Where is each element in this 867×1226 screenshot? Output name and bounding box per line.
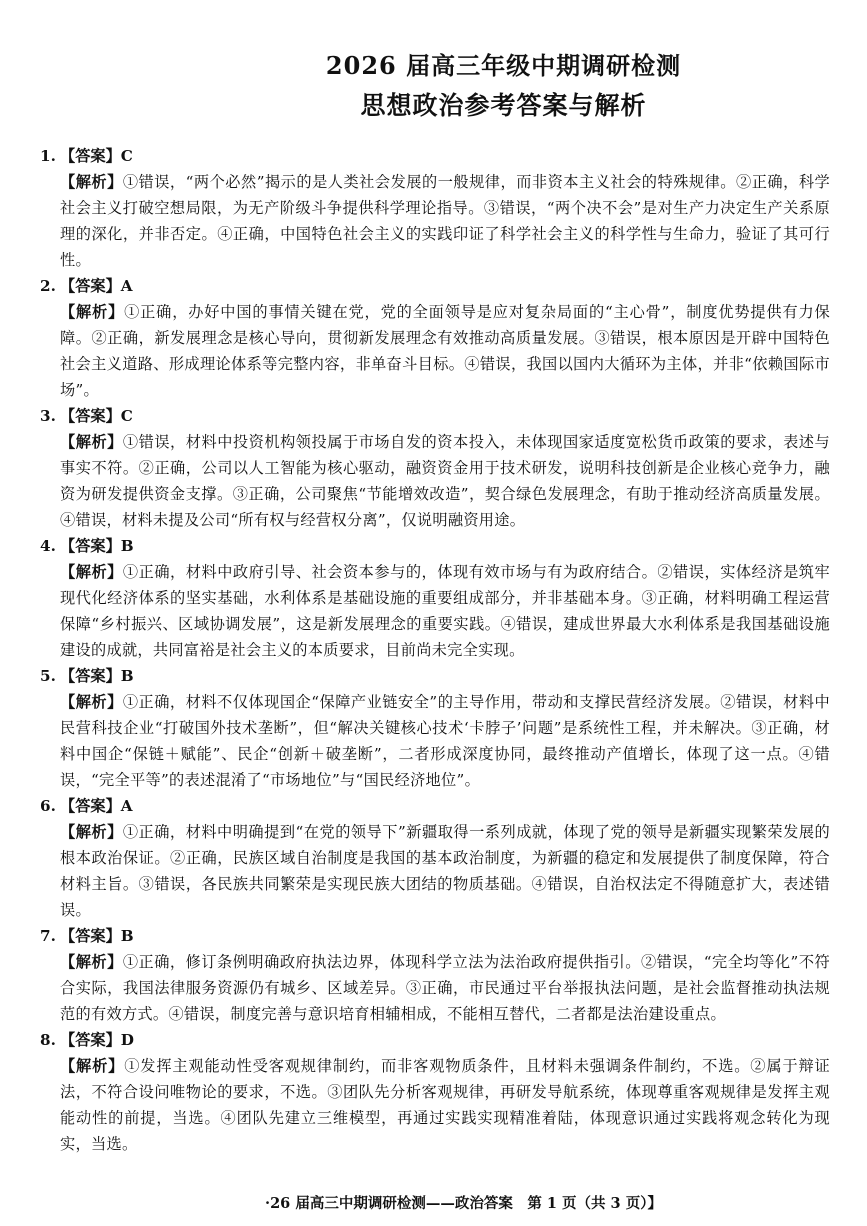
- document-title: 2026 届高三年级中期调研检测: [325, 51, 682, 80]
- explanation-text: ①错误，材料中投资机构领投属于市场自发的资本投入，未体现国家适度宽松货币政策的要求，表述与事实不符。②正确，公司以人工智能为核心驱动，融资资金用于技术研发，说明科技创新是企业核心竞争力，融资为研发提供资金支撑。③正确，公司聚焦“节能增效改造”，契合绿色发展理念，有助于推动经济高质量发展。④错误，材料未提及公司“所有权与经营权分离”，仅说明融资用途。: [60, 433, 831, 529]
- explanation-label: 【解析】: [60, 953, 123, 971]
- answer-line: [40, 403, 830, 429]
- answer-value: A: [120, 797, 133, 815]
- answer-value: D: [120, 1031, 134, 1049]
- answer-value: C: [120, 147, 133, 165]
- explanation-label: 【解析】: [60, 823, 123, 841]
- question-item-5: [40, 663, 830, 793]
- answer-label: 【答案】: [60, 277, 121, 295]
- explanation-text: ①正确，修订条例明确政府执法边界，体现科学立法为法治政府提供指引。②错误，“完全均等化”不符合实际，我国法律服务资源仍有城乡、区域差异。③正确，市民通过平台举报执法问题，是社会监督推动执法规范的有效方式。④错误，制度完善与意识培育相辅相成，不能相互替代，二者都是法治建设重点。: [60, 953, 831, 1023]
- explanation: [40, 949, 830, 1027]
- answer-label: 【答案】: [60, 797, 121, 815]
- answer-value: C: [120, 407, 133, 425]
- question-number: 8.: [40, 1031, 56, 1049]
- answer-line: [40, 273, 830, 299]
- explanation: [40, 819, 830, 923]
- explanation-label: 【解析】: [60, 433, 123, 451]
- answer-line: [40, 923, 830, 949]
- explanation-text: ①发挥主观能动性受客观规律制约，而非客观物质条件，且材料未强调条件制约，不选。②属于辩证法，不符合设问唯物论的要求，不选。③团队先分析客观规律，再研发导航系统，体现尊重客观规律是发挥主观能动性的前提，当选。④团队先建立三维模型，再通过实践实现精准着陆，体现意识通过实践将观念转化为现实，当选。: [60, 1057, 830, 1153]
- question-number: 2.: [40, 277, 56, 295]
- answer-label: 【答案】: [60, 667, 121, 685]
- question-item-4: [40, 533, 830, 663]
- question-number: 1.: [40, 147, 56, 165]
- answer-label: 【答案】: [60, 927, 121, 945]
- explanation-label: 【解析】: [60, 693, 123, 711]
- answer-line: [40, 143, 830, 169]
- explanation-text: ①错误，“两个必然”揭示的是人类社会发展的一般规律，而非资本主义社会的特殊规律。②正确，科学社会主义打破空想局限，为无产阶级斗争提供科学理论指导。③错误，“两个决不会”是对生产力决定生产关系原理的深化，并非否定。④正确，中国特色社会主义的实践印证了科学社会主义的科学性与生命力，验证了其可行性。: [60, 173, 831, 269]
- answer-line: [40, 533, 830, 559]
- explanation: [40, 689, 830, 793]
- explanation: [40, 1053, 830, 1157]
- answer-value: A: [120, 277, 133, 295]
- answer-line: [40, 1027, 830, 1053]
- explanation-text: ①正确，材料中政府引导、社会资本参与的，体现有效市场与有为政府结合。②错误，实体经济是筑牢现代化经济体系的坚实基础，水利体系是基础设施的重要组成部分，并非基础本身。③正确，材料明确工程运营保障“乡村振兴、区域协调发展”，这是新发展理念的重要实践。④错误，建成世界最大水利体系是我国基础设施建设的成就，共同富裕是社会主义的本质要求，目前尚未完全实现。: [60, 563, 831, 659]
- explanation-text: ①正确，材料不仅体现国企“保障产业链安全”的主导作用，带动和支撑民营经济发展。②错误，材料中民营科技企业“打破国外技术垄断”，但“解决关键核心技术‘卡脖子’问题”是系统性工程，并未解决。③正确，材料中国企“保链＋赋能”、民企“创新＋破垄断”，二者形成深度协同，最终推动产值增长，体现了这一点。④错误，“完全平等”的表述混淆了“市场地位”与“国民经济地位”。: [60, 693, 831, 789]
- question-number: 4.: [40, 537, 56, 555]
- question-item-6: [40, 793, 830, 923]
- explanation: [40, 169, 830, 273]
- answer-label: 【答案】: [60, 147, 121, 165]
- answer-line: [40, 793, 830, 819]
- answer-label: 【答案】: [60, 1031, 121, 1049]
- question-item-3: [40, 403, 830, 533]
- page-footer: ·26 届高三中期调研检测——政治答案 第 1 页（共 3 页）】: [265, 1195, 662, 1212]
- answer-line: [40, 663, 830, 689]
- question-number: 7.: [40, 927, 56, 945]
- explanation-text: ①正确，办好中国的事情关键在党，党的全面领导是应对复杂局面的“主心骨”，制度优势提供有力保障。②正确，新发展理念是核心导向，贯彻新发展理念有效推动高质量发展。③错误，根本原因是开辟中国特色社会主义道路、形成理论体系等完整内容，非单奋斗目标。④错误，我国以国内大循环为主体，并非“依赖国际市场”。: [60, 303, 831, 399]
- explanation-label: 【解析】: [60, 303, 125, 321]
- explanation-text: ①正确，材料中明确提到“在党的领导下”新疆取得一系列成就，体现了党的领导是新疆实现繁荣发展的根本政治保证。②正确，民族区域自治制度是我国的基本政治制度，为新疆的稳定和发展提供了制度保障，符合材料主旨。③错误，各民族共同繁荣是实现民族大团结的物质基础。④错误，自治权法定不得随意扩大，表述错误。: [60, 823, 831, 919]
- question-number: 3.: [40, 407, 56, 425]
- question-item-8: [40, 1027, 830, 1157]
- question-item-1: [40, 143, 830, 273]
- answer-value: B: [120, 537, 134, 555]
- answer-value: B: [120, 927, 134, 945]
- explanation: [40, 299, 830, 403]
- question-number: 5.: [40, 667, 56, 685]
- explanation: [40, 429, 830, 533]
- answer-value: B: [120, 667, 134, 685]
- question-item-2: [40, 273, 830, 403]
- question-number: 6.: [40, 797, 56, 815]
- answer-list: [40, 143, 830, 1157]
- answer-label: 【答案】: [60, 407, 121, 425]
- document-subtitle: 思想政治参考答案与解析: [360, 91, 647, 120]
- question-item-7: [40, 923, 830, 1027]
- explanation: [40, 559, 830, 663]
- answer-label: 【答案】: [60, 537, 121, 555]
- explanation-label: 【解析】: [60, 173, 123, 191]
- explanation-label: 【解析】: [60, 1057, 125, 1075]
- explanation-label: 【解析】: [60, 563, 123, 581]
